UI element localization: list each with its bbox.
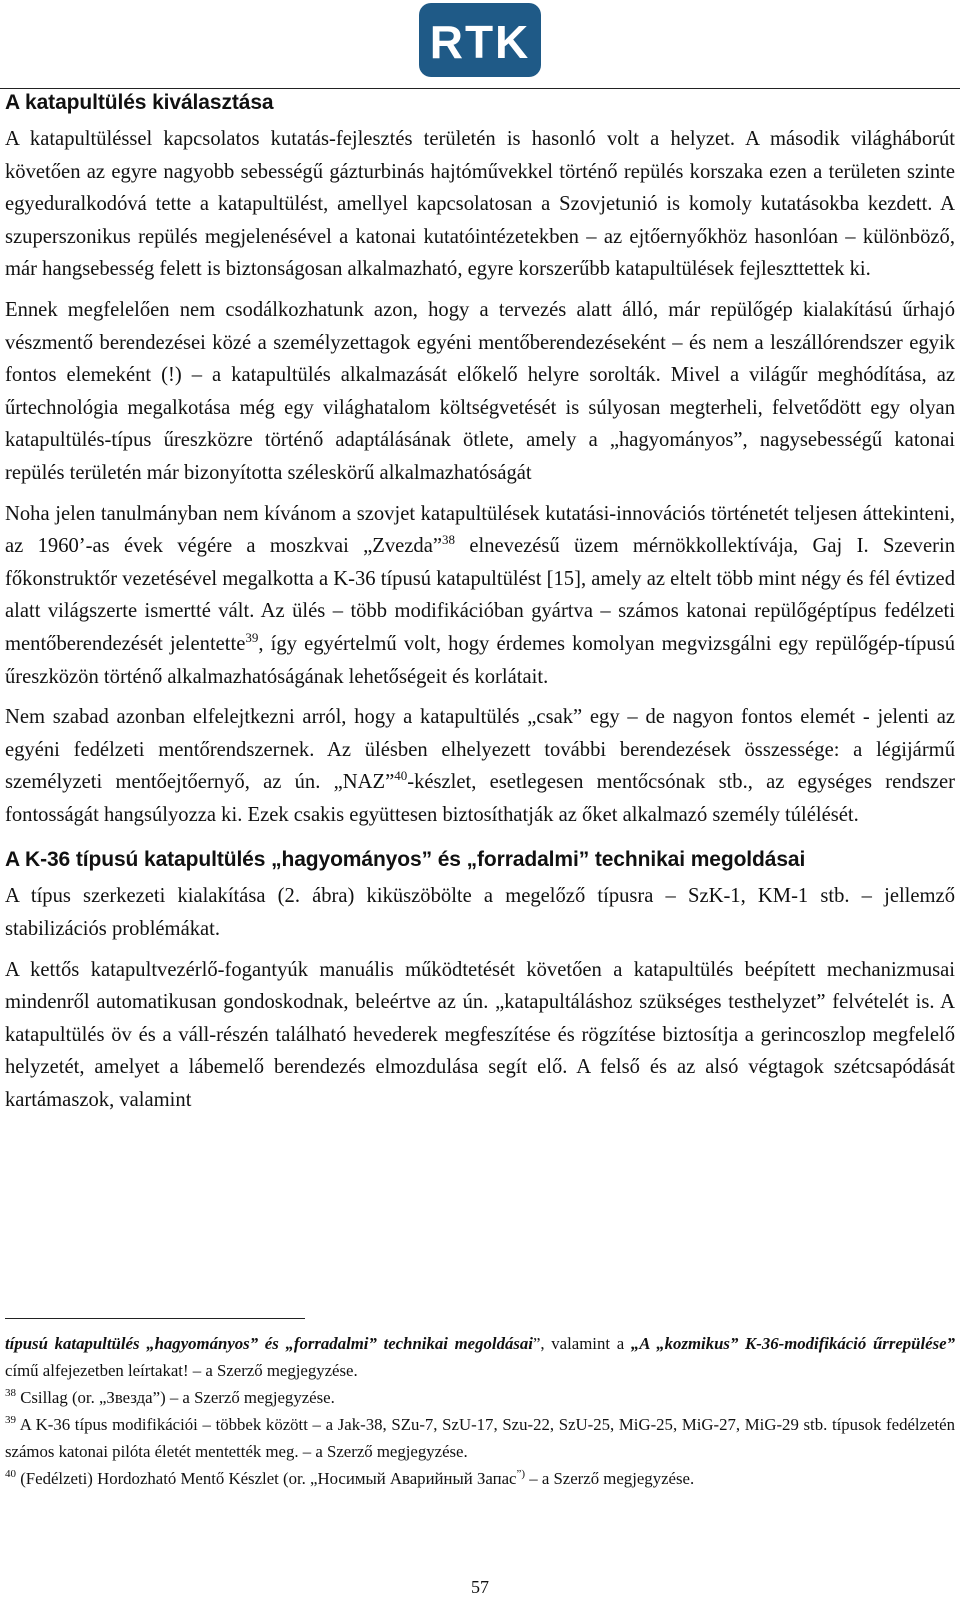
section-heading-k36: A K-36 típusú katapultülés „hagyományos” és „forradalmi” technikai megoldásai xyxy=(5,848,806,872)
paragraph-4 xyxy=(5,701,955,831)
paragraph-3-text-b: elnevezésű üzem mérnökkollektívája, Gaj I. Szeverin főkonstruktőr vezetésével megalkotta a K-36 típusú katapultülést [15], amely az eltelt több mint négy és fél évtized alatt világszerte ismertté vált. Az ülés – több modifikációban gyártva – számos katonai repülőgéptípus fedélzeti mentőberendezését jelentette xyxy=(5,535,955,655)
paragraph-3-text-a: Noha jelen tanulmányban nem kívánom a szovjet katapultülések kutatási-innovációs történetét teljesen áttekinteni, az 1960’-as évek végére a moszkvai „Zvezda” xyxy=(5,502,955,558)
footnote-40-number: 40 xyxy=(5,1468,16,1480)
footnote-continued-bold-1: típusú katapultülés „hagyományos” és „forradalmi” technikai megoldásai xyxy=(5,1334,533,1353)
footnote-ref-40[interactable]: 40 xyxy=(394,768,408,784)
footnote-continued-mid: ”, valamint a xyxy=(532,1334,631,1353)
logo-text: RTK xyxy=(429,16,531,68)
footnote-continued-end: című alfejezetben leírtakat! – a Szerző megjegyzése. xyxy=(5,1361,358,1380)
footnote-38-text: Csillag (or. „Звезда”) – a Szerző megjegyzése. xyxy=(16,1388,335,1407)
footnote-38-number: 38 xyxy=(5,1387,16,1399)
paragraph-5: A típus szerkezeti kialakítása (2. ábra) kiküszöbölte a megelőző típusra – SzK-1, KM-1 stb. – jellemző stabilizációs problémákat. xyxy=(5,885,955,941)
footnote-40-text-b: – a Szerző megjegyzése. xyxy=(525,1469,695,1488)
paragraph-6: A kettős katapultvezérlő-fogantyúk manuális működtetését követően a katapultülés beépített mechanizmusai mindenről automatikusan gondoskodnak, beleértve az ún. „katapultáláshoz szükséges testhelyzet” felvételét is. A katapultülés öv és a váll-részén található hevederek megfeszítése és rögzítése biztosítja a gerincoszlop megfelelő helyzetét, amelyet a lábemelő berendezés elmozdulása segít elő. A felső és az alsó végtagok szétcsapódását kartámaszok, valamint xyxy=(5,958,955,1112)
footnote-39 xyxy=(5,1411,955,1465)
paragraph-2: Ennek megfelelően nem csodálkozhatunk azon, hogy a tervezés alatt álló, már repülőgép kialakítású űrhajó vészmentő berendezései közé a személyzettagok egyéni mentőberendezéseként – és nem a leszállórendszer egyik fontos elemeként (!) – a katapultülés alkalmazását előkelő helyre sorolták. Mivel a világűr meghódítása, az űrtechnológia megalkotása még egy világhatalom költségvetését is súlyosan megterheli, felvetődött egy olyan katapultülés-típus űreszközre történő adaptálásának ötlete, amely a „hagyományos”, nagysebességű katonai repülés területén már bizonyította széleskörű alkalmazhatóságát xyxy=(5,298,955,484)
footnote-separator xyxy=(5,1318,305,1319)
paragraph-4-text-b: -készlet, esetlegesen mentőcsónak stb., az egységes rendszer fontosságát hangsúlyozza ki. Ezek csakis együttesen biztosíthatják az őket alkalmazó személy túlélését. xyxy=(5,771,956,826)
footnote-40-text-a: (Fedélzeti) Hordozható Mentő Készlet (or. „Носимый Аварийный Запас xyxy=(16,1469,517,1488)
footnote-39-number: 39 xyxy=(5,1414,16,1426)
footnote-ref-38[interactable]: 38 xyxy=(442,532,456,548)
paragraph-3-text-c: , így egyértelmű volt, hogy érdemes komolyan megvizsgálni egy repülőgép-típusú űreszközön történő alkalmazhatóságának lehetőségeit és korlátait. xyxy=(5,632,955,688)
footnote-ref-39[interactable]: 39 xyxy=(245,629,259,645)
footnote-40 xyxy=(5,1465,955,1492)
paragraph-1: A katapultüléssel kapcsolatos kutatás-fejlesztés területén is hasonló volt a helyzet. A második világháborút követően az egyre nagyobb sebességű gázturbinás hajtóművekkel történő repülés korszaka ezen a területen szinte egyeduralkodóvá tette a katapultülést, amellyel kapcsolatosan a Szovjetunió is komoly kutatásokba kezdett. A szuperszonikus repülés megjelenésével a katonai kutatóintézetekben – az ejtőernyőkhöz hasonlóan – különböző, már hangsebesség felett is biztonságosan alkalmazható, egyre korszerűbb katapultülések fejleszttettek ki. xyxy=(5,128,955,281)
footnote-continued xyxy=(5,1330,955,1384)
section-heading-intro: A katapultülés kiválasztása xyxy=(5,91,274,114)
main-content xyxy=(5,86,955,1117)
paragraph-3 xyxy=(5,498,955,694)
rtk-logo xyxy=(418,2,542,78)
footnote-39-text: A K-36 típus modifikációi – többek között – a Jak-38, SZu-7, SzU-17, Szu-22, SzU-25, MiG-25, MiG-27, MiG-29 stb. típusok fedélzetén számos katonai pilóta életét mentették meg. – a Szerző megjegyzése. xyxy=(5,1415,955,1461)
footnote-40-quote-mark: ”) xyxy=(516,1468,526,1480)
footnote-continued-bold-2: „A „kozmikus” K-36-modifikáció űrrepülése” xyxy=(630,1334,955,1353)
page-number: 57 xyxy=(471,1577,489,1597)
footnotes xyxy=(5,1330,955,1492)
paragraph-4-text-a: Nem szabad azonban elfelejtkezni arról, hogy a katapultülés „csak” egy – de nagyon fontos elemét - jelenti az egyéni fedélzeti mentőrendszernek. Az ülésben elhelyezett további berendezések összessége: a légijármű személyzeti mentőejtőernyő, az ún. „NAZ” xyxy=(5,706,955,794)
footnote-38 xyxy=(5,1384,955,1411)
